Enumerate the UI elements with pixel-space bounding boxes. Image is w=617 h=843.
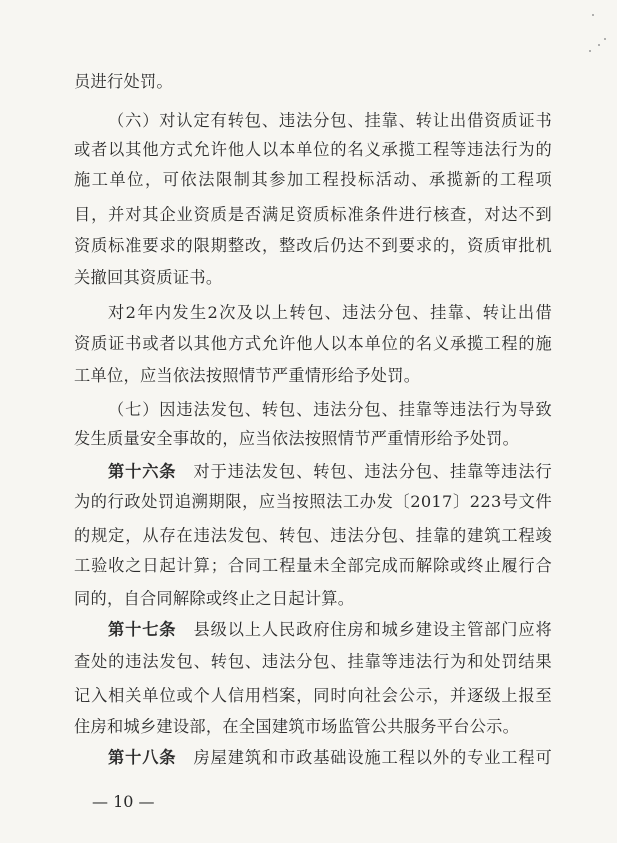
text-line-7: 关撤回其资质证书。 [74, 268, 223, 287]
text-line-19: 查处的违法发包、转包、违法分包、挂靠等违法行为和处罚结果 [74, 652, 552, 671]
scan-speck [589, 50, 591, 52]
text-line-17: 同的，自合同解除或终止之日起计算。 [74, 589, 355, 608]
article-16-text: 对于违法发包、转包、违法分包、挂靠等违法行 [193, 462, 552, 481]
text-line-15: 的规定，从存在违法发包、转包、违法分包、挂靠的建筑工程竣 [74, 526, 552, 545]
article-18-heading: 第十八条 [108, 748, 177, 767]
text-line-12: 发生质量安全事故的，应当依法按照情节严重情形给予处罚。 [74, 429, 520, 448]
article-18-line-1 [108, 748, 552, 768]
text-line-2: （六）对认定有转包、违法分包、挂靠、转让出借资质证书 [108, 111, 552, 130]
text-line-20: 记入相关单位或个人信用档案，同时向社会公示，并逐级上报至 [74, 686, 552, 705]
text-line-6: 资质标准要求的限期整改，整改后仍达不到要求的，资质审批机 [74, 236, 552, 255]
text-line-21: 住房和城乡建设部，在全国建筑市场监管公共服务平台公示。 [74, 717, 520, 736]
text-line-8: 对2年内发生2次及以上转包、违法分包、挂靠、转让出借 [108, 303, 552, 322]
article-18-text: 房屋建筑和市政基础设施工程以外的专业工程可 [193, 748, 552, 767]
scan-speck [598, 44, 600, 46]
article-17-heading: 第十七条 [108, 620, 177, 639]
text-line-4: 施工单位，可依法限制其参加工程投标活动、承揽新的工程项 [74, 170, 552, 189]
article-17-line-1 [108, 620, 552, 640]
scan-speck [592, 14, 594, 16]
text-line-9: 资质证书或者以其他方式允许他人以本单位的名义承揽工程的施 [74, 334, 552, 353]
article-17-text: 县级以上人民政府住房和城乡建设主管部门应将 [193, 620, 552, 639]
article-16-heading: 第十六条 [108, 462, 177, 481]
scan-speck [604, 38, 606, 40]
text-line-3: 或者以其他方式允许他人以本单位的名义承揽工程等违法行为的 [74, 140, 552, 159]
text-line-5: 目，并对其企业资质是否满足资质标准条件进行核查，对达不到 [74, 205, 552, 224]
text-line-11: （七）因违法发包、转包、违法分包、挂靠等违法行为导致 [108, 400, 552, 419]
text-line-10: 工单位，应当依法按照情节严重情形给予处罚。 [74, 366, 421, 385]
article-16-line-1 [108, 462, 552, 482]
text-line-1: 员进行处罚。 [74, 72, 173, 91]
text-line-16: 工验收之日起计算；合同工程量未全部完成而解除或终止履行合 [74, 556, 552, 575]
text-line-14: 为的行政处罚追溯期限，应当按照法工办发〔2017〕223号文件 [74, 492, 552, 511]
page-number: — 10 — [92, 792, 155, 811]
